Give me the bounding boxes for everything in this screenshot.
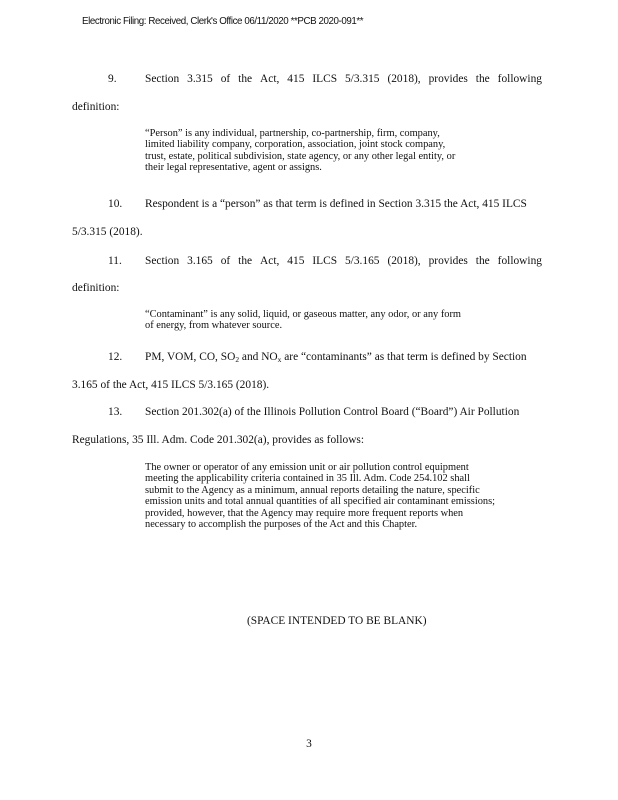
word: the xyxy=(475,255,490,267)
paragraph-11-line-2: definition: xyxy=(72,282,120,294)
word: of xyxy=(220,255,231,267)
word: 3.165 xyxy=(187,255,213,267)
word: Section xyxy=(145,255,180,267)
paragraph-13-line-1: Section 201.302(a) of the Illinois Pollution Control Board (“Board”) Air Pollution xyxy=(145,406,520,418)
word: ILCS xyxy=(312,73,338,85)
word: 5/3.315 xyxy=(344,73,380,85)
quote-line: The owner or operator of any emission unit or air pollution control equipment xyxy=(145,462,469,473)
word: (2018), xyxy=(387,73,421,85)
paragraph-12-mid: and NO xyxy=(239,351,278,363)
word: the xyxy=(238,73,253,85)
word: (2018), xyxy=(387,255,421,267)
quote-line: provided, however, that the Agency may require more frequent reports when xyxy=(145,507,464,519)
quote-line: “Person” is any individual, partnership, co-partnership, firm, company, xyxy=(145,128,440,139)
word: Section xyxy=(145,73,180,85)
paragraph-9-line-1 xyxy=(145,73,542,85)
word: of xyxy=(220,73,231,85)
quote-line: limited liability company, corporation, association, joint stock company, xyxy=(145,139,446,151)
blank-space-notice: (SPACE INTENDED TO BE BLANK) xyxy=(247,615,427,627)
paragraph-12-suffix: are “contaminants” as that term is defined by Section xyxy=(281,351,527,363)
word: 3.315 xyxy=(187,73,213,85)
word: Act, xyxy=(260,255,280,267)
paragraph-number-11: 11. xyxy=(108,255,122,267)
paragraph-number-12: 12. xyxy=(108,351,123,363)
word: Act, xyxy=(260,73,280,85)
word: 5/3.165 xyxy=(344,255,380,267)
word: 415 xyxy=(287,255,305,267)
paragraph-10-line-1: Respondent is a “person” as that term is defined in Section 3.315 the Act, 415 ILCS xyxy=(145,198,527,210)
word: ILCS xyxy=(312,255,338,267)
paragraph-12-prefix: PM, VOM, CO, SO xyxy=(145,351,236,363)
paragraph-number-13: 13. xyxy=(108,406,123,418)
regulation-quote xyxy=(145,462,495,530)
word: following xyxy=(497,255,542,267)
contaminant-definition-quote xyxy=(145,309,461,332)
quote-line: their legal representative, agent or assigns. xyxy=(145,162,322,174)
quote-line: necessary to accomplish the purposes of the Act and this Chapter. xyxy=(145,519,418,531)
quote-line: “Contaminant” is any solid, liquid, or gaseous matter, any odor, or any form xyxy=(145,309,462,320)
person-definition-quote xyxy=(145,128,455,174)
quote-line: trust, estate, political subdivision, state agency, or any other legal entity, or xyxy=(145,150,456,162)
paragraph-number-9: 9. xyxy=(108,73,117,85)
quote-line: of energy, from whatever source. xyxy=(145,320,283,332)
paragraph-11-line-1 xyxy=(145,255,542,267)
word: provides xyxy=(428,255,468,267)
word: 415 xyxy=(287,73,305,85)
paragraph-9-line-2: definition: xyxy=(72,101,120,113)
paragraph-number-10: 10. xyxy=(108,198,123,210)
paragraph-12-line-1 xyxy=(145,351,527,363)
word: provides xyxy=(428,73,468,85)
subscript-x: x xyxy=(277,355,282,364)
quote-line: emission units and total annual quantities of all specified air contaminant emissions; xyxy=(145,496,496,508)
word: the xyxy=(238,255,253,267)
page-number: 3 xyxy=(306,738,312,750)
filing-stamp: Electronic Filing: Received, Clerk's Office 06/11/2020 **PCB 2020-091** xyxy=(82,15,364,27)
paragraph-13-line-2: Regulations, 35 Ill. Adm. Code 201.302(a), provides as follows: xyxy=(72,434,365,446)
word: the xyxy=(475,73,490,85)
quote-line: meeting the applicability criteria contained in 35 Ill. Adm. Code 254.102 shall xyxy=(145,473,470,485)
paragraph-12-line-2: 3.165 of the Act, 415 ILCS 5/3.165 (2018). xyxy=(72,379,270,391)
subscript-2: 2 xyxy=(235,355,240,364)
word: following xyxy=(497,73,542,85)
paragraph-10-line-2: 5/3.315 (2018). xyxy=(72,226,143,238)
quote-line: submit to the Agency as a minimum, annual reports detailing the nature, specific xyxy=(145,484,480,496)
